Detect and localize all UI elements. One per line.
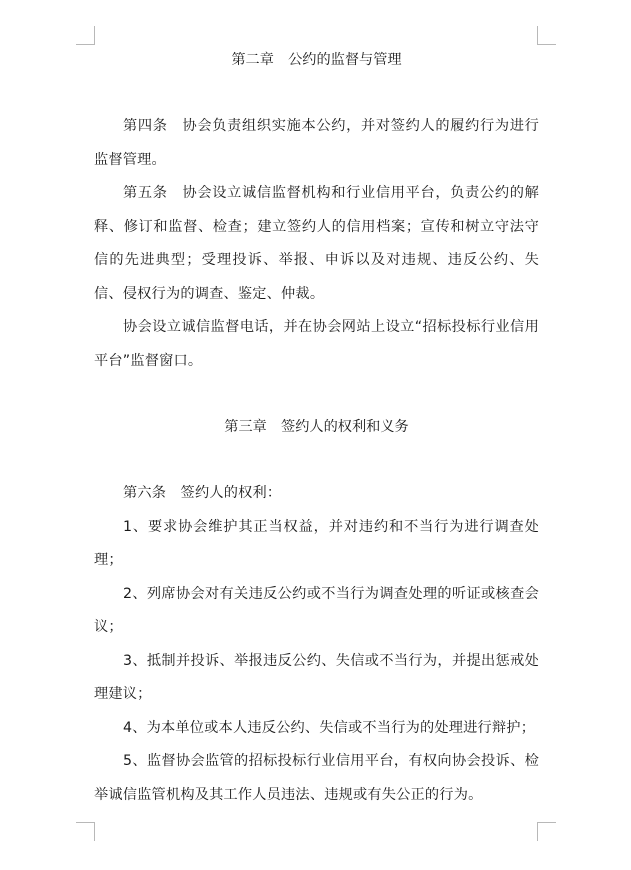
right-item-1: 1、要求协会维护其正当权益，并对违约和不当行为进行调查处理；: [94, 518, 539, 568]
chapter-2-title: 第二章 公约的监督与管理: [231, 52, 402, 68]
chapter-3-title: 第三章 签约人的权利和义务: [224, 419, 409, 435]
right-item-4: 4、为本单位或本人违反公约、失信或不当行为的处理进行辩护；: [123, 719, 536, 736]
document-body: [94, 44, 539, 812]
page-corner-mark-top-left: [76, 26, 95, 45]
article-5-hotline: 协会设立诚信监督电话，并在协会网站上设立“招标投标行业信用平台”监督窗口。: [94, 319, 539, 369]
article-4: 第四条 协会负责组织实施本公约，并对签约人的履约行为进行监督管理。: [94, 118, 539, 168]
page-corner-mark-top-right: [537, 26, 556, 45]
right-item-3: 3、抵制并投诉、举报违反公约、失信或不当行为，并提出惩戒处理建议；: [94, 652, 539, 702]
article-6: 第六条 签约人的权利：: [123, 485, 282, 501]
right-item-5: 5、监督协会监管的招标投标行业信用平台，有权向协会投诉、检举诚信监管机构及其工作人员违法、违规或有失公正的行为。: [94, 753, 539, 803]
page-corner-mark-bottom-right: [537, 822, 556, 841]
page-corner-mark-bottom-left: [76, 822, 95, 841]
article-5: 第五条 协会设立诚信监督机构和行业信用平台，负责公约的解释、修订和监督、检查；建立签约人的信用档案；宣传和树立守法守信的先进典型；受理投诉、举报、申诉以及对违规、违反公约、失信、侵权行为的调查、鉴定、仲裁。: [94, 185, 539, 302]
right-item-2: 2、列席协会对有关违反公约或不当行为调查处理的听证或核查会议；: [94, 585, 539, 635]
